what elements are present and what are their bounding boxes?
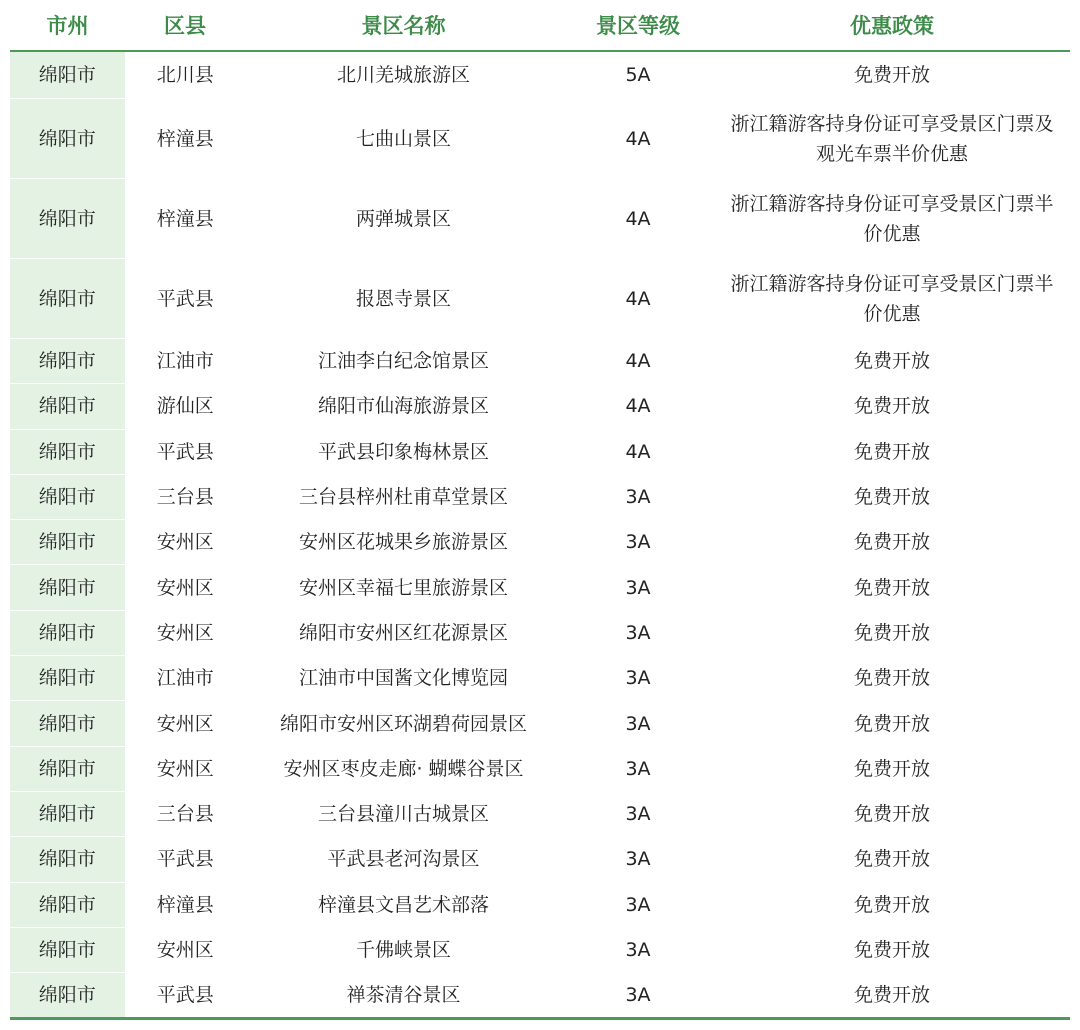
cell-county: 游仙区 xyxy=(125,384,245,429)
table-row xyxy=(10,99,1070,179)
policy-text: 免费开放 xyxy=(853,395,930,418)
cell-policy xyxy=(714,474,1070,519)
cell-policy xyxy=(714,973,1070,1019)
header-row xyxy=(10,0,1070,51)
cell-county: 安州区 xyxy=(125,610,245,655)
cell-policy xyxy=(714,746,1070,791)
policy-text: 浙江籍游客持身份证可享受景区门票半价优惠 xyxy=(730,272,1054,325)
cell-scenic-name: 两弹城景区 xyxy=(245,179,562,259)
cell-level: 3A xyxy=(562,927,714,972)
cell-city: 绵阳市 xyxy=(10,746,125,791)
header-name: 景区名称 xyxy=(245,0,562,51)
cell-scenic-name: 绵阳市仙海旅游景区 xyxy=(245,384,562,429)
cell-level: 4A xyxy=(562,259,714,339)
policy-text: 免费开放 xyxy=(853,848,930,871)
header-policy: 优惠政策 xyxy=(714,0,1070,51)
cell-county: 安州区 xyxy=(125,701,245,746)
cell-city: 绵阳市 xyxy=(10,474,125,519)
cell-county: 平武县 xyxy=(125,973,245,1019)
cell-level: 5A xyxy=(562,51,714,99)
header-level: 景区等级 xyxy=(562,0,714,51)
cell-city: 绵阳市 xyxy=(10,259,125,339)
cell-city: 绵阳市 xyxy=(10,565,125,610)
cell-county: 梓潼县 xyxy=(125,179,245,259)
cell-city: 绵阳市 xyxy=(10,520,125,565)
cell-scenic-name: 梓潼县文昌艺术部落 xyxy=(245,882,562,927)
cell-level: 4A xyxy=(562,179,714,259)
cell-policy xyxy=(714,520,1070,565)
table-row xyxy=(10,384,1070,429)
cell-policy xyxy=(714,565,1070,610)
cell-policy xyxy=(714,51,1070,99)
cell-city: 绵阳市 xyxy=(10,429,125,474)
cell-policy xyxy=(714,339,1070,384)
cell-scenic-name: 三台县梓州杜甫草堂景区 xyxy=(245,474,562,519)
table-row xyxy=(10,701,1070,746)
cell-level: 4A xyxy=(562,99,714,179)
cell-policy xyxy=(714,429,1070,474)
cell-county: 北川县 xyxy=(125,51,245,99)
cell-scenic-name: 禅茶清谷景区 xyxy=(245,973,562,1019)
cell-county: 安州区 xyxy=(125,927,245,972)
policy-text: 免费开放 xyxy=(853,576,930,599)
cell-policy xyxy=(714,882,1070,927)
policy-text: 免费开放 xyxy=(853,803,930,826)
cell-scenic-name: 安州区花城果乡旅游景区 xyxy=(245,520,562,565)
cell-level: 3A xyxy=(562,973,714,1019)
cell-policy xyxy=(714,179,1070,259)
cell-level: 3A xyxy=(562,610,714,655)
cell-level: 3A xyxy=(562,701,714,746)
cell-scenic-name: 北川羌城旅游区 xyxy=(245,51,562,99)
cell-scenic-name: 江油李白纪念馆景区 xyxy=(245,339,562,384)
table-body xyxy=(10,51,1070,1019)
cell-city: 绵阳市 xyxy=(10,384,125,429)
cell-scenic-name: 千佛峡景区 xyxy=(245,927,562,972)
table-row xyxy=(10,51,1070,99)
cell-scenic-name: 江油市中国酱文化博览园 xyxy=(245,656,562,701)
cell-level: 3A xyxy=(562,656,714,701)
policy-text: 免费开放 xyxy=(853,621,930,644)
cell-level: 3A xyxy=(562,791,714,836)
policy-text: 免费开放 xyxy=(853,531,930,554)
policy-text: 免费开放 xyxy=(853,757,930,780)
cell-policy xyxy=(714,259,1070,339)
cell-scenic-name: 报恩寺景区 xyxy=(245,259,562,339)
cell-policy xyxy=(714,927,1070,972)
cell-policy xyxy=(714,99,1070,179)
cell-policy xyxy=(714,701,1070,746)
table-row xyxy=(10,520,1070,565)
policy-text: 免费开放 xyxy=(853,712,930,735)
table-row xyxy=(10,565,1070,610)
cell-scenic-name: 平武县印象梅林景区 xyxy=(245,429,562,474)
policy-text: 免费开放 xyxy=(853,350,930,373)
cell-level: 4A xyxy=(562,339,714,384)
cell-level: 4A xyxy=(562,429,714,474)
header-city: 市州 xyxy=(10,0,125,51)
cell-policy xyxy=(714,384,1070,429)
cell-city: 绵阳市 xyxy=(10,791,125,836)
cell-level: 3A xyxy=(562,746,714,791)
table-row xyxy=(10,179,1070,259)
cell-policy xyxy=(714,656,1070,701)
cell-county: 梓潼县 xyxy=(125,882,245,927)
cell-scenic-name: 绵阳市安州区环湖碧荷园景区 xyxy=(245,701,562,746)
cell-level: 3A xyxy=(562,882,714,927)
cell-city: 绵阳市 xyxy=(10,837,125,882)
cell-county: 平武县 xyxy=(125,429,245,474)
cell-city: 绵阳市 xyxy=(10,973,125,1019)
table-row xyxy=(10,927,1070,972)
cell-scenic-name: 七曲山景区 xyxy=(245,99,562,179)
cell-policy xyxy=(714,610,1070,655)
cell-level: 3A xyxy=(562,520,714,565)
cell-city: 绵阳市 xyxy=(10,99,125,179)
cell-scenic-name: 安州区枣皮走廊· 蝴蝶谷景区 xyxy=(245,746,562,791)
cell-county: 三台县 xyxy=(125,791,245,836)
cell-county: 安州区 xyxy=(125,746,245,791)
table-row xyxy=(10,339,1070,384)
cell-county: 江油市 xyxy=(125,339,245,384)
cell-scenic-name: 平武县老河沟景区 xyxy=(245,837,562,882)
policy-text: 免费开放 xyxy=(853,939,930,961)
policy-text: 免费开放 xyxy=(853,486,930,509)
policy-text: 浙江籍游客持身份证可享受景区门票及观光车票半价优惠 xyxy=(730,112,1054,165)
table-header xyxy=(10,0,1070,51)
policy-text: 免费开放 xyxy=(853,667,930,690)
scenic-spot-table xyxy=(10,0,1070,1020)
table-row xyxy=(10,837,1070,882)
cell-city: 绵阳市 xyxy=(10,701,125,746)
cell-county: 平武县 xyxy=(125,259,245,339)
cell-city: 绵阳市 xyxy=(10,656,125,701)
table-row xyxy=(10,474,1070,519)
header-county: 区县 xyxy=(125,0,245,51)
cell-city: 绵阳市 xyxy=(10,51,125,99)
policy-text: 免费开放 xyxy=(853,893,930,916)
cell-county: 江油市 xyxy=(125,656,245,701)
table-row xyxy=(10,746,1070,791)
cell-county: 梓潼县 xyxy=(125,99,245,179)
cell-level: 3A xyxy=(562,837,714,882)
cell-county: 平武县 xyxy=(125,837,245,882)
table-row xyxy=(10,656,1070,701)
cell-city: 绵阳市 xyxy=(10,179,125,259)
cell-city: 绵阳市 xyxy=(10,339,125,384)
table-row xyxy=(10,791,1070,836)
cell-city: 绵阳市 xyxy=(10,610,125,655)
cell-scenic-name: 安州区幸福七里旅游景区 xyxy=(245,565,562,610)
cell-policy xyxy=(714,837,1070,882)
table-row xyxy=(10,610,1070,655)
cell-city: 绵阳市 xyxy=(10,927,125,972)
table-row xyxy=(10,882,1070,927)
policy-text: 免费开放 xyxy=(853,440,930,463)
cell-level: 3A xyxy=(562,474,714,519)
cell-policy xyxy=(714,791,1070,836)
cell-county: 安州区 xyxy=(125,520,245,565)
table-row xyxy=(10,259,1070,339)
table-row xyxy=(10,973,1070,1019)
policy-text: 免费开放 xyxy=(853,984,930,1007)
cell-scenic-name: 绵阳市安州区红花源景区 xyxy=(245,610,562,655)
scenic-spot-table-container xyxy=(10,0,1070,1020)
cell-county: 三台县 xyxy=(125,474,245,519)
policy-text: 免费开放 xyxy=(853,64,930,86)
table-row xyxy=(10,429,1070,474)
cell-level: 3A xyxy=(562,565,714,610)
policy-text: 浙江籍游客持身份证可享受景区门票半价优惠 xyxy=(730,192,1054,245)
cell-county: 安州区 xyxy=(125,565,245,610)
cell-level: 4A xyxy=(562,384,714,429)
cell-city: 绵阳市 xyxy=(10,882,125,927)
cell-scenic-name: 三台县潼川古城景区 xyxy=(245,791,562,836)
